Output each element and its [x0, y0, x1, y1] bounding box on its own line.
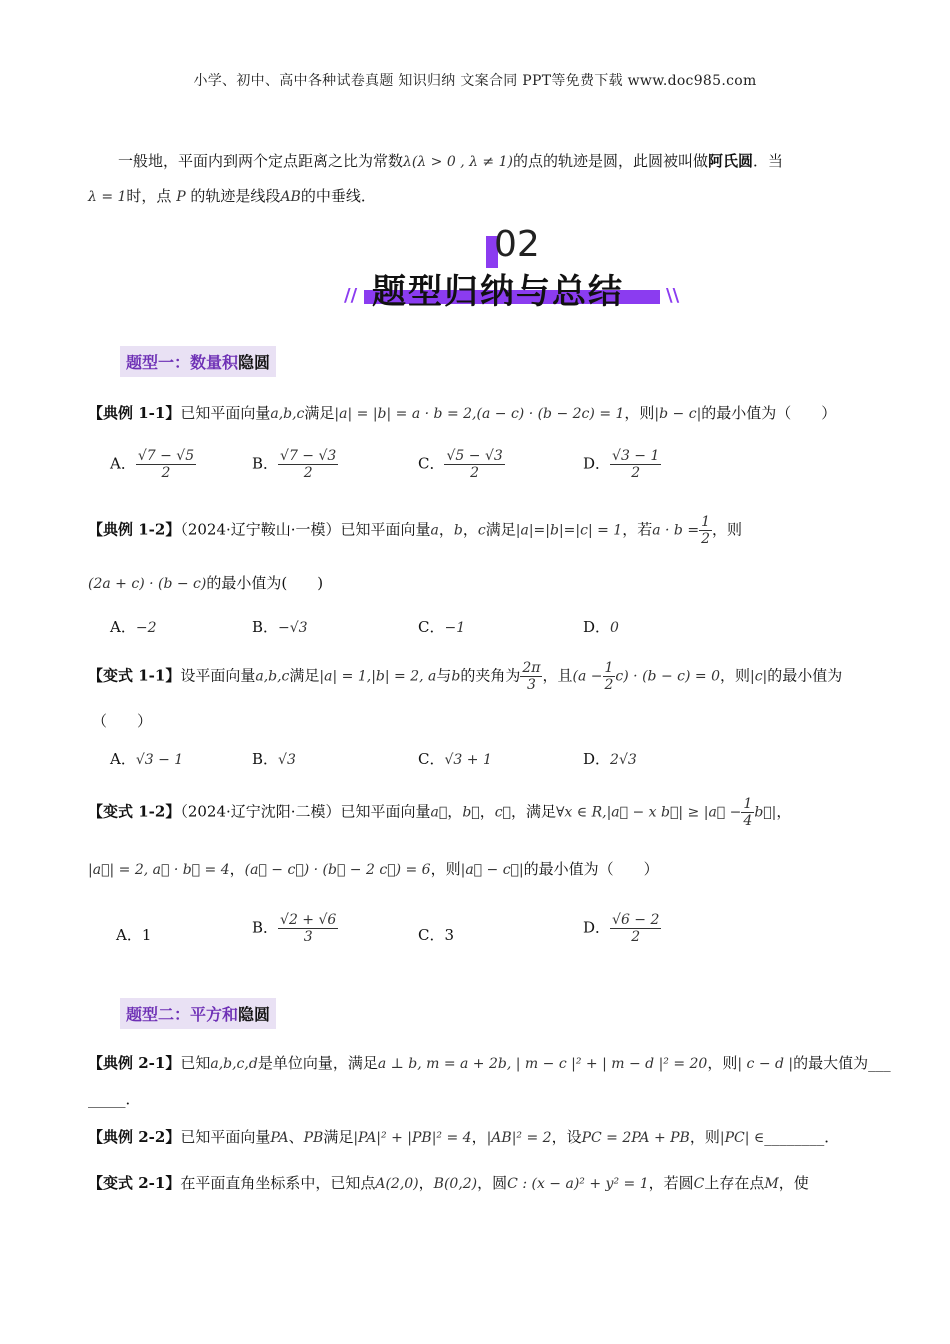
intro-math: λ = 1	[88, 189, 127, 205]
question-text: ，则	[707, 1054, 738, 1072]
option-value: −√3	[278, 620, 308, 636]
question-math: A(2,0)	[375, 1176, 419, 1192]
question-math: ∀x ∈ R,	[555, 804, 607, 821]
question-text: ，	[479, 802, 495, 821]
intro-text: 的点的轨迹是圆，此圆被叫做	[513, 152, 709, 170]
banner-title: 题型归纳与总结	[372, 272, 624, 312]
option-1-2-c[interactable]	[418, 616, 465, 637]
question-2-1	[88, 1052, 891, 1073]
frac-den: 2	[303, 465, 313, 481]
question-math: |c|	[750, 668, 768, 685]
question-text: ，则	[712, 520, 743, 539]
option-fraction	[444, 448, 504, 481]
question-math: |PC| ∈	[719, 1130, 765, 1146]
question-math: PC = 2PA + PB	[581, 1130, 690, 1146]
question-math: M	[764, 1176, 779, 1192]
frac-num: 1	[701, 514, 710, 530]
frac-den: 2	[470, 465, 480, 481]
intro-text: 的轨迹是线段	[190, 187, 281, 205]
question-2-1-blank[interactable]: _____．	[88, 1090, 141, 1108]
question-1-1	[88, 402, 836, 423]
option-key: D．	[583, 918, 611, 937]
question-fraction	[520, 660, 542, 693]
question-text: （2024·辽宁沈阳·二模）已知平面向量	[180, 802, 431, 821]
question-text: ，则	[624, 404, 655, 422]
question-text: 的最小值为( )	[206, 574, 324, 592]
intro-line-2	[88, 185, 376, 206]
option-1-1-a[interactable]	[110, 448, 196, 481]
question-math: |a⃗ − x b⃗| ≥ |a⃗ −	[606, 804, 742, 821]
option-1-2-d[interactable]	[583, 616, 619, 637]
question-text: 上存在点	[704, 1174, 765, 1192]
variant-1-1	[88, 660, 842, 693]
question-label: 【变式 2-1】	[88, 1174, 181, 1192]
option-key: B．	[252, 454, 279, 473]
question-math: (2a + c) · (b − c)	[88, 576, 207, 592]
question-math: c	[477, 522, 486, 539]
section-title-2	[120, 998, 276, 1029]
question-text: 的最大值为___	[793, 1054, 891, 1072]
variant-1-1-paren: （ ）	[92, 712, 153, 730]
option-key: A．	[110, 618, 136, 636]
question-text: 已知平面向量	[180, 404, 271, 422]
option-key: C．	[418, 454, 445, 473]
question-math: |a⃗| = 2, a⃗ · b⃗ = 4	[88, 862, 230, 878]
question-math: a · b =	[652, 522, 700, 539]
intro-math: AB	[280, 189, 301, 205]
option-key: A．	[110, 750, 136, 768]
option-key: C．	[418, 618, 445, 636]
question-text: 满足	[289, 666, 320, 685]
option-fraction	[610, 912, 661, 945]
variant-1-2	[88, 796, 791, 829]
option-v1-2-c[interactable]	[418, 924, 454, 945]
option-value: −1	[444, 620, 466, 636]
question-text: ，使	[778, 1174, 809, 1192]
question-math: |a⃗ − c⃗|	[460, 862, 524, 878]
question-label: 【变式 1-1】	[88, 666, 181, 685]
question-math: a⃗	[430, 804, 448, 821]
frac-num: √2 + √6	[280, 912, 337, 928]
question-math: |a| = 1,|b| = 2, a	[319, 668, 437, 685]
option-1-1-c[interactable]	[418, 448, 505, 481]
frac-num: 1	[743, 796, 753, 812]
banner-slash-left: //	[344, 285, 358, 306]
banner-slash-right: \\	[666, 285, 680, 306]
intro-math: λ(λ > 0 , λ ≠ 1)	[403, 154, 513, 170]
question-text: ，若	[622, 520, 653, 539]
frac-den: 2	[701, 531, 710, 547]
question-text: 的最小值为（ ）	[701, 404, 837, 422]
question-label: 【典例 1-1】	[88, 404, 181, 422]
frac-num: 1	[604, 660, 614, 676]
question-label: 【典例 1-2】	[88, 520, 181, 539]
question-math: (a⃗ − c⃗) · (b⃗ − 2 c⃗) = 6	[244, 862, 431, 878]
option-1-1-b[interactable]	[252, 448, 338, 481]
question-text: ，	[447, 802, 463, 821]
question-math: |AB|² = 2	[486, 1130, 552, 1146]
question-text: 设平面向量	[180, 666, 256, 685]
option-key: A．	[116, 926, 142, 944]
section-emph: 隐圆	[238, 1005, 271, 1024]
question-math: c⃗	[494, 804, 511, 821]
question-math: PB	[303, 1130, 324, 1146]
question-math: B(0,2)	[433, 1176, 478, 1192]
question-math: (a −	[572, 668, 603, 685]
question-label: 【典例 2-2】	[88, 1128, 181, 1146]
question-text: 的夹角为	[460, 666, 521, 685]
option-value: 1	[141, 926, 152, 944]
question-math: b	[453, 522, 463, 539]
question-text: 与	[436, 666, 452, 685]
question-text: 已知平面向量	[180, 1128, 271, 1146]
question-math: b⃗	[462, 804, 480, 821]
option-v1-2-b[interactable]	[252, 912, 338, 945]
option-v1-2-a[interactable]	[116, 924, 151, 945]
frac-num: 2π	[522, 660, 541, 676]
frac-num: √6 − 2	[612, 912, 660, 928]
option-v1-1-b[interactable]	[252, 748, 296, 769]
question-math: b	[451, 668, 461, 685]
frac-num: √7 − √3	[280, 448, 337, 464]
section-emph: 隐圆	[238, 353, 271, 372]
question-text: ，则	[689, 1128, 720, 1146]
intro-math: P	[176, 189, 186, 205]
question-text: ，	[776, 802, 792, 821]
frac-den: 2	[631, 929, 641, 945]
question-math: PA	[270, 1130, 289, 1146]
frac-den: 2	[161, 465, 171, 481]
question-label: 【典例 2-1】	[88, 1054, 181, 1072]
question-fraction	[603, 660, 616, 693]
section-title-1	[120, 346, 276, 377]
question-math: | c − d |	[737, 1056, 794, 1072]
frac-den: 3	[526, 677, 536, 693]
question-math: c) · (b − c) = 0	[615, 668, 720, 685]
option-key: B．	[252, 918, 279, 937]
question-text: ，若圆	[648, 1174, 694, 1192]
option-v1-2-d[interactable]	[583, 912, 661, 945]
frac-num: √3 − 1	[612, 448, 660, 464]
frac-den: 2	[631, 465, 641, 481]
question-math: |b − c|	[654, 406, 702, 422]
question-text: 已知	[180, 1054, 211, 1072]
variant-1-2-cont	[88, 858, 659, 879]
question-text: （2024·辽宁鞍山·一模）已知平面向量	[180, 520, 431, 539]
option-value: −2	[135, 620, 157, 636]
frac-den: 2	[604, 677, 614, 693]
option-key: D．	[583, 750, 611, 768]
page-header: 小学、初中、高中各种试卷真题 知识归纳 文案合同 PPT等免费下载 www.doc985.com	[193, 73, 757, 89]
question-math: a,b,c	[255, 668, 290, 685]
option-v1-1-c[interactable]	[418, 748, 492, 769]
section-prefix: 题型二：平方和	[126, 1005, 239, 1024]
question-text: ，满足	[510, 802, 556, 821]
question-text: 满足	[323, 1128, 354, 1146]
option-fraction	[136, 448, 196, 481]
question-math: |PA|² + |PB|² = 4	[353, 1130, 472, 1146]
question-math: a,b,c,d	[210, 1056, 258, 1072]
frac-den: 4	[743, 813, 753, 829]
option-1-2-a[interactable]	[110, 616, 156, 637]
option-key: D．	[583, 618, 611, 636]
question-label: 【变式 1-2】	[88, 802, 181, 821]
question-math: b⃗|	[754, 804, 777, 821]
frac-num: √7 − √5	[137, 448, 195, 464]
question-text: 的最小值为（ ）	[523, 860, 659, 878]
option-v1-1-d[interactable]	[583, 748, 637, 769]
option-fraction	[278, 448, 338, 481]
question-text: ，圆	[477, 1174, 508, 1192]
question-math: a,b,c	[270, 406, 305, 422]
option-value: √3 + 1	[444, 752, 492, 768]
option-key: D．	[583, 454, 611, 473]
question-math: a ⊥ b, m = a + 2b, | m − c |² + | m − d |² = 20	[377, 1056, 708, 1072]
question-2-2	[88, 1126, 839, 1147]
question-text: ，	[418, 1174, 434, 1192]
question-text: ，且	[542, 666, 573, 685]
intro-term: 阿氏圆	[708, 152, 754, 170]
option-fraction	[610, 448, 661, 481]
intro-text: ．当	[753, 152, 784, 170]
question-text: ，设	[551, 1128, 582, 1146]
question-text: 的最小值为	[767, 666, 843, 685]
option-key: B．	[252, 618, 279, 636]
option-value: √3	[278, 752, 296, 768]
question-text: ，	[438, 520, 454, 539]
intro-text: 时，点	[126, 187, 172, 205]
option-value: √3 − 1	[135, 752, 184, 768]
option-value: 2√3	[610, 752, 637, 768]
question-fraction	[699, 514, 712, 547]
question-1-2	[88, 514, 742, 547]
question-fraction	[741, 796, 754, 829]
option-key: C．	[418, 926, 445, 944]
option-fraction	[278, 912, 338, 945]
question-math: C : (x − a)² + y² = 1	[507, 1176, 649, 1192]
question-math: C	[693, 1176, 705, 1192]
question-text: ，	[471, 1128, 487, 1146]
question-math: |a| = |b| = a · b = 2,(a − c) · (b − 2c) = 1	[334, 406, 625, 422]
option-value: 0	[610, 620, 619, 636]
option-v1-1-a[interactable]	[110, 748, 183, 769]
question-math: a	[430, 522, 439, 539]
question-text: ，	[229, 860, 245, 878]
banner-number: 02	[494, 224, 540, 265]
variant-2-1	[88, 1172, 809, 1193]
question-text: 、	[288, 1128, 304, 1146]
option-key: A．	[110, 454, 136, 473]
question-text: 满足	[304, 404, 335, 422]
question-text: 满足	[485, 520, 516, 539]
intro-text: 的中垂线．	[300, 187, 376, 205]
intro-text: 一般地，平面内到两个定点距离之比为常数	[118, 152, 404, 170]
option-1-2-b[interactable]	[252, 616, 308, 637]
frac-den: 3	[303, 929, 313, 945]
question-text: 是单位向量，满足	[257, 1054, 378, 1072]
intro-line-1	[118, 150, 783, 171]
question-text: ，	[462, 520, 478, 539]
question-text: 在平面直角坐标系中，已知点	[180, 1174, 376, 1192]
question-text: ，则	[719, 666, 750, 685]
question-1-2-cont	[88, 572, 323, 593]
option-1-1-d[interactable]	[583, 448, 661, 481]
option-key: C．	[418, 750, 445, 768]
answer-blank[interactable]: ________．	[764, 1128, 840, 1146]
option-key: B．	[252, 750, 279, 768]
option-value: 3	[444, 926, 455, 944]
question-math: |a|=|b|=|c| = 1	[515, 522, 623, 539]
section-prefix: 题型一：数量积	[126, 353, 239, 372]
question-text: ，则	[430, 860, 461, 878]
frac-num: √5 − √3	[446, 448, 503, 464]
